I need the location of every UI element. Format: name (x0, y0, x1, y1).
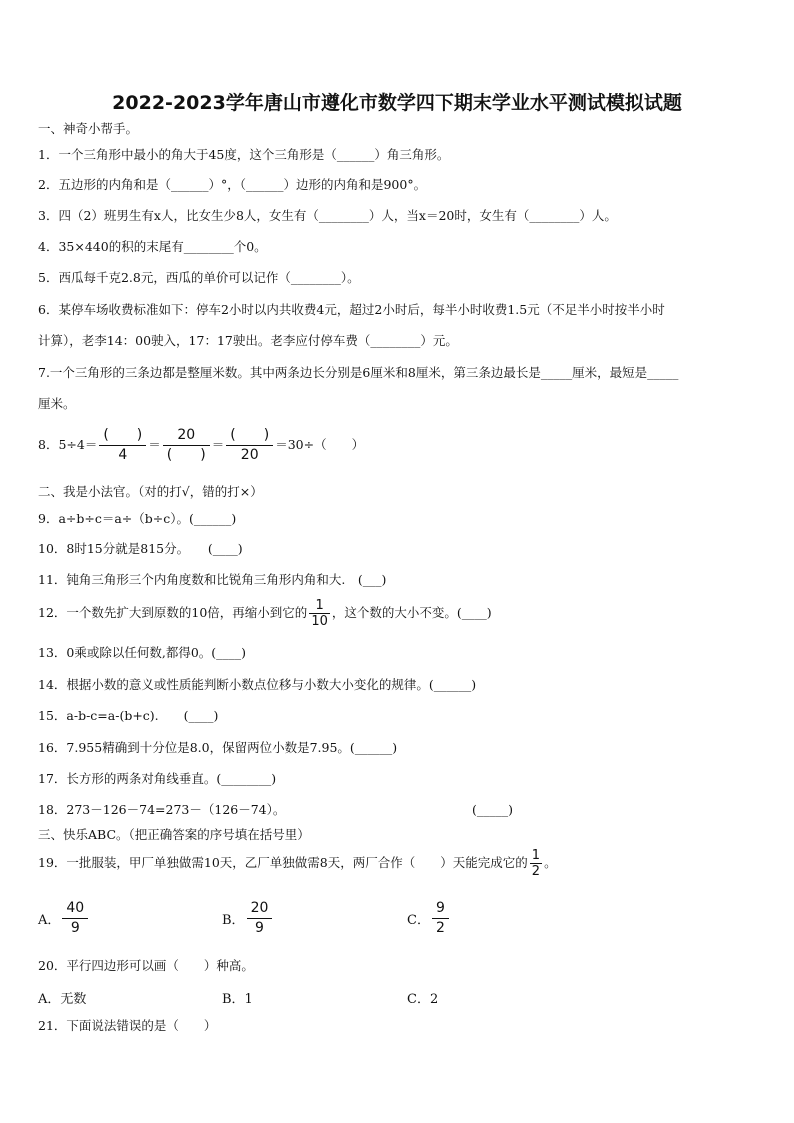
q19-option-b-denominator: 9 (255, 920, 264, 936)
q12-prefix: 12．一个数先扩大到原数的10倍，再缩小到它的 (38, 605, 308, 620)
q8-f2-denominator: ( ) (166, 447, 206, 463)
q19-option-b-label: B． (222, 913, 245, 928)
q19-option-a-denominator: 9 (70, 920, 80, 936)
q8-fraction-3 (226, 426, 273, 465)
q19-option-a (38, 899, 90, 938)
q19-option-c-denominator: 2 (435, 920, 445, 936)
question-21: 21．下面说法错误的是（ ） (38, 1018, 217, 1033)
q8-equals-1: ＝ (148, 437, 161, 452)
section-heading-3: 三、快乐ABC。（把正确答案的序号填在括号里） (38, 827, 310, 842)
question-6-line-1: 6．某停车场收费标准如下：停车2小时以内共收费4元，超过2小时后，每半小时收费1.5元（不足半小时按半小时 (38, 302, 665, 317)
page-title: 2022-2023学年唐山市遵化市数学四下期末学业水平测试模拟试题 (112, 92, 682, 114)
q19-fraction (530, 848, 542, 879)
q19-denominator: 2 (531, 864, 541, 879)
question-19 (38, 848, 557, 879)
q8-f1-denominator: 4 (118, 447, 128, 463)
question-7-line-2: 厘米。 (38, 396, 76, 411)
question-4: 4．35×440的积的末尾有________个0。 (38, 239, 267, 254)
q19-option-c (407, 899, 451, 938)
question-9: 9．a÷b÷c＝a÷（b÷c）。(______) (38, 511, 237, 526)
section-heading-2: 二、我是小法官。（对的打√，错的打×） (38, 484, 263, 499)
question-15: 15．a-b-c=a-(b+c). (____) (38, 708, 219, 723)
q8-f2-numerator: 20 (163, 426, 210, 446)
q19-prefix: 19．一批服装，甲厂单独做需10天，乙厂单独做需8天，两厂合作（ ）天能完成它的 (38, 855, 528, 870)
question-12 (38, 598, 492, 629)
question-3: 3．四（2）班男生有x人，比女生少8人，女生有（________）人，当x＝20时，女生有（________）人。 (38, 208, 617, 223)
question-11: 11．钝角三角形三个内角度数和比锐角三角形内角和大. (___) (38, 572, 387, 587)
question-13: 13．0乘或除以任何数,都得0。(____) (38, 645, 247, 660)
q20-option-c: C．2 (407, 992, 439, 1007)
section-heading-1: 一、神奇小帮手。 (38, 121, 139, 136)
question-6-line-2: 计算），老李14：00驶入，17：17驶出。老李应付停车费（________）元。 (38, 333, 458, 348)
q8-suffix: ＝30÷（ ） (275, 437, 365, 452)
question-20: 20．平行四边形可以画（ ）种高。 (38, 958, 254, 973)
q12-suffix: ，这个数的大小不变。(____) (331, 605, 492, 620)
question-5: 5．西瓜每千克2.8元，西瓜的单价可以记作（________）。 (38, 270, 360, 285)
q19-option-a-label: A． (38, 913, 61, 928)
q12-numerator: 1 (309, 598, 330, 614)
question-10: 10．8时15分就是815分。 (____) (38, 541, 243, 556)
q19-option-b-fraction (247, 899, 273, 938)
q8-prefix: 8．5÷4＝ (38, 437, 98, 452)
q20-option-a: A．无数 (38, 992, 87, 1007)
q19-option-a-fraction (62, 899, 88, 938)
question-7-line-1: 7.一个三角形的三条边都是整厘米数。其中两条边长分别是6厘米和8厘米，第三条边最长是_____厘米，最短是_____ (38, 365, 679, 380)
question-2: 2．五边形的内角和是（______）°，（______）边形的内角和是900°。 (38, 177, 427, 192)
q19-option-b (222, 899, 274, 938)
question-14: 14．根据小数的意义或性质能判断小数点位移与小数大小变化的规律。(______) (38, 677, 477, 692)
q19-option-c-fraction (432, 899, 449, 938)
q8-f3-denominator: 20 (240, 447, 259, 463)
q8-f3-numerator: ( ) (226, 426, 273, 446)
q12-denominator: 10 (311, 614, 328, 629)
q19-option-a-numerator: 40 (62, 899, 88, 919)
question-17: 17．长方形的两条对角线垂直。(________) (38, 771, 277, 786)
q20-option-b: B．1 (222, 992, 253, 1007)
question-16: 16．7.955精确到十分位是8.0，保留两位小数是7.95。(______) (38, 740, 398, 755)
q19-numerator: 1 (531, 848, 541, 863)
question-8 (38, 426, 364, 465)
q19-option-b-numerator: 20 (247, 899, 273, 919)
q8-equals-2: ＝ (211, 437, 225, 452)
q8-fraction-1 (99, 426, 146, 465)
question-18: 18．273－126－74=273－（126－74）。 (38, 802, 286, 817)
question-18-answer-blank: (_____) (472, 802, 514, 817)
q8-f1-numerator: ( ) (99, 426, 146, 446)
q8-fraction-2 (163, 426, 210, 465)
q19-option-c-label: C． (407, 913, 430, 928)
q12-fraction (309, 598, 330, 629)
q19-suffix: 。 (544, 855, 557, 870)
question-1: 1．一个三角形中最小的角大于45度，这个三角形是（______）角三角形。 (38, 147, 450, 162)
q19-option-c-numerator: 9 (432, 899, 449, 919)
